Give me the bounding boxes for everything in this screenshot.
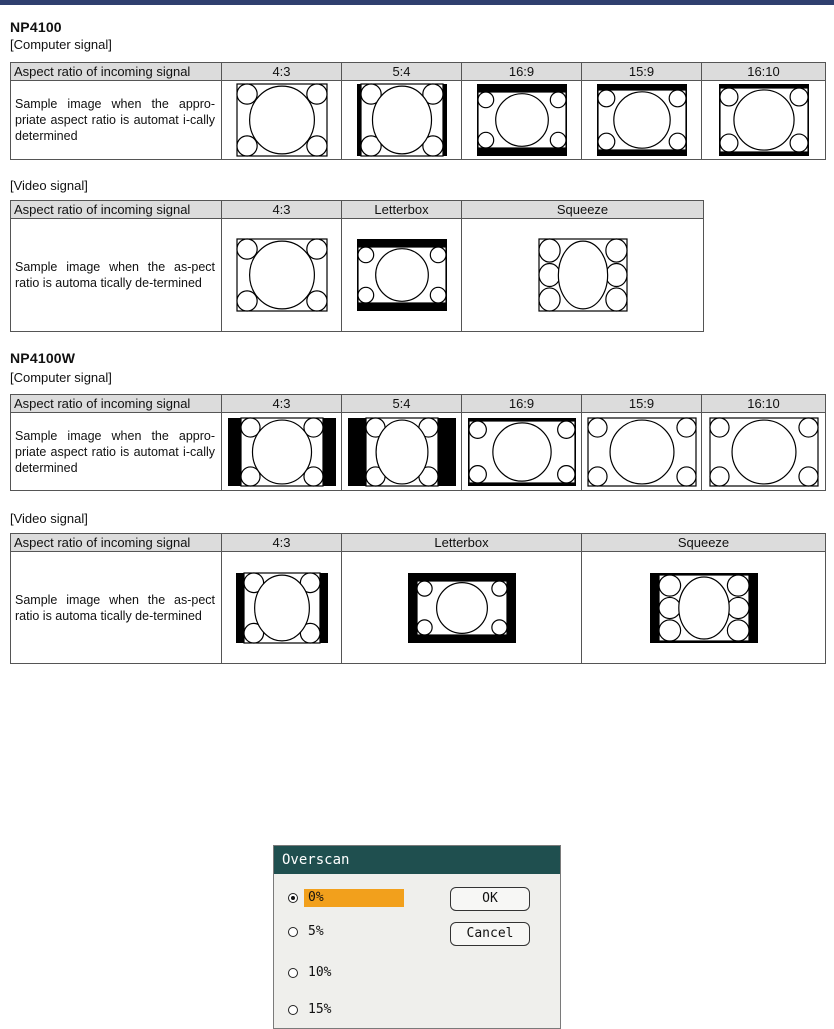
corner-circle: [478, 132, 494, 148]
center-circle: [613, 92, 669, 148]
corner-circle: [550, 132, 566, 148]
radio-icon[interactable]: [288, 1005, 298, 1015]
column-header: 4:3: [222, 63, 342, 81]
row-label: Sample image when the as-pect ratio is automa tically de-termined: [11, 219, 222, 332]
cancel-button[interactable]: Cancel: [450, 922, 530, 946]
column-header: Squeeze: [462, 201, 704, 219]
corner-ellipse: [659, 597, 681, 618]
corner-circle: [598, 90, 615, 107]
option-label: 15%: [308, 1002, 332, 1017]
option-0-percent[interactable]: [288, 889, 404, 907]
corner-circle: [306, 239, 326, 259]
sample-image-15-9: [587, 417, 697, 487]
corner-ellipse: [605, 263, 626, 286]
column-header: 5:4: [342, 395, 462, 413]
sample-image-16-10: [709, 417, 819, 487]
header-label: Aspect ratio of incoming signal: [11, 201, 222, 219]
np4100w-video-subheading: [Video signal]: [10, 511, 88, 526]
corner-circle: [237, 239, 257, 259]
center-circle: [372, 86, 431, 154]
sample-cell: [462, 219, 704, 332]
sample-image-16-9: [476, 83, 568, 157]
corner-circle: [790, 134, 808, 152]
center-ellipse: [558, 241, 607, 309]
corner-ellipse: [605, 239, 626, 262]
sample-cell: [702, 81, 826, 160]
corner-circle: [588, 418, 607, 437]
corner-circle: [557, 465, 574, 482]
center-circle: [249, 241, 314, 309]
center-circle: [436, 582, 487, 633]
sample-cell: [222, 81, 342, 160]
corner-ellipse: [605, 288, 626, 311]
dialog-title: Overscan: [274, 846, 560, 874]
option-5-percent[interactable]: [288, 923, 404, 941]
corner-circle: [588, 466, 607, 485]
np4100w-video-table: [10, 533, 826, 664]
np4100-computer-table: [10, 62, 826, 160]
corner-circle: [306, 291, 326, 311]
sample-image-4-3: [227, 417, 337, 487]
corner-circle: [306, 84, 326, 104]
np4100-heading: NP4100: [10, 19, 62, 35]
corner-ellipse: [659, 575, 681, 596]
column-header: Letterbox: [342, 534, 582, 552]
corner-circle: [430, 287, 446, 303]
top-accent-bar: [0, 0, 834, 5]
header-label: Aspect ratio of incoming signal: [11, 63, 222, 81]
corner-circle: [669, 90, 686, 107]
row-label: Sample image when the appro-priate aspect ratio is automat i-cally determined: [11, 413, 222, 491]
column-header: 4:3: [222, 395, 342, 413]
corner-circle: [417, 581, 432, 596]
sample-image-4-3: [236, 83, 328, 157]
center-circle: [610, 420, 674, 484]
center-circle: [254, 575, 309, 641]
sample-image-letterbox: [356, 238, 448, 312]
sample-image-15-9: [596, 83, 688, 157]
sample-image-16-9: [467, 417, 577, 487]
corner-circle: [491, 619, 506, 634]
column-header: 16:9: [462, 395, 582, 413]
corner-ellipse: [727, 619, 749, 640]
center-circle: [495, 94, 548, 147]
center-ellipse: [678, 576, 728, 638]
sample-cell: [342, 552, 582, 664]
np4100-video-subheading: [Video signal]: [10, 178, 88, 193]
corner-circle: [598, 133, 615, 150]
column-header: 16:9: [462, 63, 582, 81]
center-circle: [252, 420, 311, 484]
corner-circle: [358, 247, 374, 263]
ok-button[interactable]: OK: [450, 887, 530, 911]
sample-image-5-4: [356, 83, 448, 157]
np4100-computer-subheading: [Computer signal]: [10, 37, 112, 52]
corner-circle: [430, 247, 446, 263]
sample-cell: [462, 413, 582, 491]
center-circle: [376, 420, 428, 484]
np4100-video-table: [10, 200, 704, 332]
corner-circle: [478, 92, 494, 108]
header-label: Aspect ratio of incoming signal: [11, 395, 222, 413]
corner-circle: [720, 134, 738, 152]
corner-circle: [798, 418, 817, 437]
corner-circle: [710, 418, 729, 437]
sample-cell: [342, 219, 462, 332]
sample-cell: [702, 413, 826, 491]
sample-image-letterbox: [407, 572, 517, 644]
sample-image-squeeze: [537, 238, 629, 312]
corner-circle: [669, 133, 686, 150]
column-header: 5:4: [342, 63, 462, 81]
corner-circle: [358, 287, 374, 303]
sample-image-5-4: [347, 417, 457, 487]
row-label: Sample image when the as-pect ratio is automa tically de-termined: [11, 552, 222, 664]
center-circle: [492, 422, 550, 480]
corner-circle: [557, 421, 574, 438]
corner-circle: [237, 291, 257, 311]
header-label: Aspect ratio of incoming signal: [11, 534, 222, 552]
center-circle: [733, 90, 793, 150]
column-header: 4:3: [222, 201, 342, 219]
column-header: 16:10: [702, 395, 826, 413]
option-10-percent[interactable]: [288, 964, 404, 982]
sample-cell: [342, 81, 462, 160]
column-header: 16:10: [702, 63, 826, 81]
overscan-dialog: [273, 845, 561, 1029]
center-circle: [375, 249, 428, 302]
np4100w-computer-subheading: [Computer signal]: [10, 370, 112, 385]
corner-ellipse: [727, 575, 749, 596]
corner-circle: [676, 466, 695, 485]
column-header: Letterbox: [342, 201, 462, 219]
sample-cell: [222, 413, 342, 491]
corner-circle: [710, 466, 729, 485]
np4100w-heading: NP4100W: [10, 350, 76, 366]
sample-cell: [222, 552, 342, 664]
corner-ellipse: [539, 239, 560, 262]
radio-selected-icon[interactable]: [288, 893, 298, 903]
sample-image-4-3: [236, 238, 328, 312]
corner-circle: [469, 421, 486, 438]
corner-ellipse: [727, 597, 749, 618]
corner-circle: [237, 84, 257, 104]
corner-circle: [790, 88, 808, 106]
corner-circle: [491, 581, 506, 596]
corner-circle: [676, 418, 695, 437]
radio-icon[interactable]: [288, 927, 298, 937]
option-label: 0%: [304, 889, 404, 907]
corner-ellipse: [539, 263, 560, 286]
sample-cell: [462, 81, 582, 160]
option-label: 10%: [308, 965, 332, 980]
corner-circle: [550, 92, 566, 108]
corner-circle: [417, 619, 432, 634]
sample-cell: [582, 413, 702, 491]
column-header: 15:9: [582, 63, 702, 81]
sample-image-squeeze: [649, 572, 759, 644]
corner-circle: [798, 466, 817, 485]
corner-circle: [237, 136, 257, 156]
column-header: Squeeze: [582, 534, 826, 552]
option-label: 5%: [308, 924, 324, 939]
corner-ellipse: [539, 288, 560, 311]
center-circle: [732, 420, 796, 484]
row-label: Sample image when the appro-priate aspect ratio is automat i-cally determined: [11, 81, 222, 160]
sample-cell: [582, 81, 702, 160]
corner-ellipse: [659, 619, 681, 640]
center-circle: [249, 86, 314, 154]
sample-cell: [582, 552, 826, 664]
column-header: 4:3: [222, 534, 342, 552]
option-15-percent[interactable]: [288, 1001, 404, 1019]
sample-image-16-10: [718, 83, 810, 157]
corner-circle: [469, 465, 486, 482]
sample-cell: [222, 219, 342, 332]
corner-circle: [306, 136, 326, 156]
np4100w-computer-table: [10, 394, 826, 491]
radio-icon[interactable]: [288, 968, 298, 978]
sample-cell: [342, 413, 462, 491]
column-header: 15:9: [582, 395, 702, 413]
corner-circle: [720, 88, 738, 106]
sample-image-4-3: [235, 572, 329, 644]
